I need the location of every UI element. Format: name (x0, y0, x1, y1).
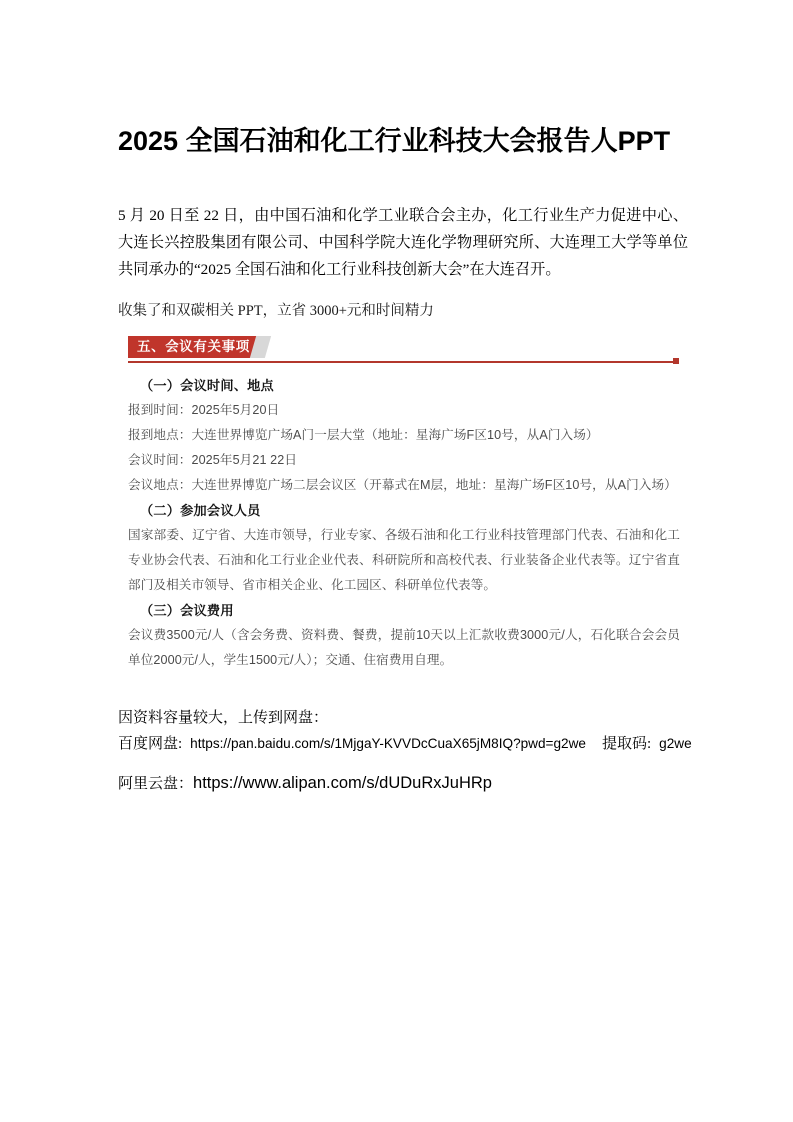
baidu-disk-row (118, 731, 692, 757)
notice-banner-label: 五、会议有关事项 (128, 336, 259, 358)
section-heading-time-place: （一）会议时间、地点 (140, 378, 274, 393)
baidu-disk-link[interactable]: https://pan.baidu.com/s/1MjgaY-KVVDcCuaX65jM8IQ?pwd=g2we (190, 736, 586, 751)
downloads-intro: 因资料容量较大，上传到网盘： (118, 710, 329, 726)
notice-banner (128, 336, 688, 362)
notice-paragraph-participants: 国家部委、辽宁省、大连市领导，行业专家、各级石油和化工行业科技管理部门代表、石油和化工专业协会代表、石油和化工行业企业代表、科研院所和高校代表、行业装备企业代表等。辽宁省直部门及相关市领导、省市相关企业、化工园区、科研单位代表等。 (128, 528, 680, 592)
banner-end-dot-icon (673, 358, 679, 364)
baidu-extraction-code: g2we (659, 736, 692, 751)
alipan-disk-link[interactable]: https://www.alipan.com/s/dUDuRxJuHRp (193, 774, 492, 792)
embedded-notice-content (118, 332, 688, 673)
notice-paragraph-fees: 会议费3500元/人（含会务费、资料费、餐费，提前10天以上汇款收费3000元/人，石化联合会会员单位2000元/人，学生1500元/人）；交通、住宿费用自理。 (128, 628, 680, 667)
alipan-disk-label: 阿里云盘： (118, 776, 194, 792)
banner-rule (128, 361, 675, 363)
notice-line-report-time: 报到时间：2025年5月20日 (128, 403, 280, 417)
baidu-disk-label: 百度网盘: (118, 736, 183, 752)
notice-line-meeting-place: 会议地点：大连世界博览广场二层会议区（开幕式在M层，地址：星海广场F区10号，从A门入场） (128, 478, 677, 492)
page-title: 2025 全国石油和化工行业科技大会报告人PPT (118, 126, 671, 156)
alipan-disk-row (118, 771, 689, 797)
notice-line-meeting-time: 会议时间：2025年5月21 22日 (128, 453, 298, 467)
section-heading-fees: （三）会议费用 (140, 603, 234, 618)
baidu-code-label: 提取码: (602, 736, 652, 752)
section-heading-participants: （二）参加会议人员 (140, 503, 261, 518)
collection-note: 收集了和双碳相关 PPT，立省 3000+元和时间精力 (118, 303, 434, 319)
intro-paragraph: 5 月 20 日至 22 日，由中国石油和化学工业联合会主办，化工行业生产力促进中心、大连长兴控股集团有限公司、中国科学院大连化学物理研究所、大连理工大学等单位共同承办的“2025 全国石油和化工行业科技创新大会”在大连召开。 (118, 207, 688, 278)
notice-line-report-place: 报到地点：大连世界博览广场A门一层大堂（地址：星海广场F区10号，从A门入场） (128, 428, 599, 442)
embedded-notice-image (118, 332, 688, 684)
